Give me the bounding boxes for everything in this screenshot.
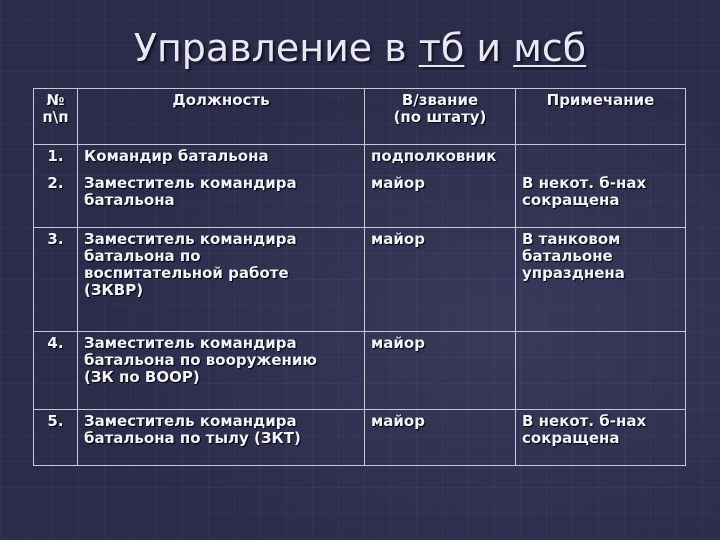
header-text: №	[46, 91, 65, 109]
title-link-tb[interactable]: тб	[418, 26, 465, 70]
rank-text: майор	[371, 334, 425, 352]
rank-cell	[365, 332, 516, 410]
position-cell	[78, 332, 365, 410]
position-cell	[78, 410, 365, 466]
row-number: 1.	[47, 147, 64, 165]
row-number: 4.	[47, 334, 64, 352]
position-cell	[78, 145, 365, 228]
header-note	[516, 89, 686, 145]
position-text: Заместитель командира	[84, 230, 297, 248]
title-prefix: Управление в	[133, 26, 419, 70]
table-row	[34, 410, 686, 466]
rank-text: майор	[371, 230, 425, 248]
row-number-cell	[34, 145, 78, 228]
header-text: (по штату)	[393, 108, 487, 126]
header-number	[34, 89, 78, 145]
position-text: Заместитель командира	[84, 174, 297, 192]
position-text: Заместитель командира	[84, 412, 297, 430]
position-text: батальона по	[84, 247, 201, 265]
position-text: (ЗК по ВООР)	[84, 368, 200, 386]
table-row	[34, 332, 686, 410]
row-number-cell	[34, 332, 78, 410]
header-rank	[365, 89, 516, 145]
position-text: батальона по вооружению	[84, 351, 317, 369]
position-text: (ЗКВР)	[84, 281, 144, 299]
ranks-table	[33, 88, 686, 466]
table-header-row	[34, 89, 686, 145]
header-text: В/звание	[401, 91, 479, 109]
position-text: Командир батальона	[84, 147, 269, 165]
note-cell	[516, 332, 686, 410]
rank-cell	[365, 410, 516, 466]
note-cell	[516, 145, 686, 228]
header-position	[78, 89, 365, 145]
title-middle: и	[464, 26, 514, 70]
header-text: Примечание	[546, 91, 655, 109]
title-link-msb[interactable]: мсб	[513, 26, 587, 70]
table-row	[34, 145, 686, 228]
row-number: 3.	[47, 230, 64, 248]
position-text: батальона	[84, 191, 175, 209]
row-number-cell	[34, 228, 78, 332]
note-text: батальоне	[522, 247, 613, 265]
row-number-cell	[34, 410, 78, 466]
rank-text: майор	[371, 412, 425, 430]
position-text: Заместитель командира	[84, 334, 297, 352]
rank-cell	[365, 145, 516, 228]
rank-text: подполковник	[371, 147, 497, 165]
note-text: сокращена	[522, 429, 620, 447]
note-text: сокращена	[522, 191, 620, 209]
note-text: В некот. б-нах	[522, 412, 647, 430]
position-text: воспитательной работе	[84, 264, 289, 282]
header-text: п\п	[42, 108, 69, 126]
note-cell	[516, 410, 686, 466]
rank-text: майор	[371, 174, 425, 192]
row-number: 5.	[47, 412, 64, 430]
row-number: 2.	[47, 174, 64, 192]
note-cell	[516, 228, 686, 332]
position-text: батальона по тылу (ЗКТ)	[84, 429, 301, 447]
rank-cell	[365, 228, 516, 332]
note-text: В танковом	[522, 230, 621, 248]
table-row	[34, 228, 686, 332]
note-text: упразднена	[522, 264, 625, 282]
header-text: Должность	[172, 91, 270, 109]
position-cell	[78, 228, 365, 332]
note-text: В некот. б-нах	[522, 174, 647, 192]
slide-title	[0, 26, 720, 70]
